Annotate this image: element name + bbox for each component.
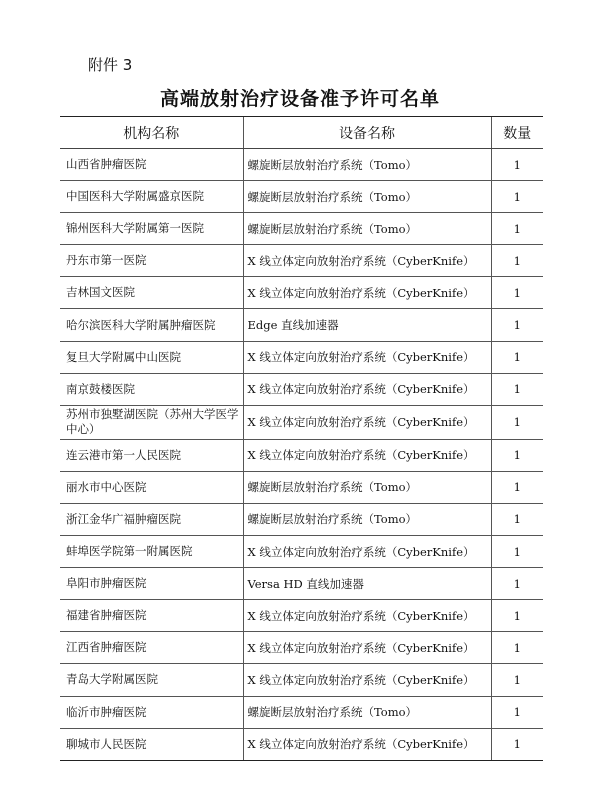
device-cell: X 线立体定向放射治疗系统（CyberKnife）: [243, 664, 491, 696]
device-cell: X 线立体定向放射治疗系统（CyberKnife）: [243, 405, 491, 439]
table-row: [60, 568, 543, 600]
device-cell: X 线立体定向放射治疗系统（CyberKnife）: [243, 439, 491, 471]
org-cell: 复旦大学附属中山医院: [60, 341, 243, 373]
device-cell: 螺旋断层放射治疗系统（Tomo）: [243, 696, 491, 728]
qty-cell: 1: [491, 341, 543, 373]
table-row: [60, 341, 543, 373]
org-cell: 南京鼓楼医院: [60, 373, 243, 405]
qty-cell: 1: [491, 277, 543, 309]
org-cell: 丽水市中心医院: [60, 471, 243, 503]
table-row: [60, 181, 543, 213]
qty-cell: 1: [491, 568, 543, 600]
org-cell: 浙江金华广福肿瘤医院: [60, 503, 243, 535]
qty-cell: 1: [491, 309, 543, 341]
qty-cell: 1: [491, 439, 543, 471]
device-cell: X 线立体定向放射治疗系统（CyberKnife）: [243, 536, 491, 568]
qty-cell: 1: [491, 405, 543, 439]
device-cell: X 线立体定向放射治疗系统（CyberKnife）: [243, 277, 491, 309]
table-row: [60, 245, 543, 277]
device-cell: X 线立体定向放射治疗系统（CyberKnife）: [243, 373, 491, 405]
table-row: [60, 149, 543, 181]
qty-cell: 1: [491, 632, 543, 664]
table-row: [60, 277, 543, 309]
org-cell: 福建省肿瘤医院: [60, 600, 243, 632]
table-row: [60, 405, 543, 439]
qty-cell: 1: [491, 696, 543, 728]
org-cell: 苏州市独墅湖医院（苏州大学医学中心）: [60, 405, 243, 439]
org-cell: 聊城市人民医院: [60, 728, 243, 760]
device-cell: 螺旋断层放射治疗系统（Tomo）: [243, 181, 491, 213]
qty-cell: 1: [491, 664, 543, 696]
table-header-row: [60, 117, 543, 149]
device-cell: 螺旋断层放射治疗系统（Tomo）: [243, 213, 491, 245]
qty-cell: 1: [491, 373, 543, 405]
table-row: [60, 728, 543, 760]
table-row: [60, 664, 543, 696]
header-qty: 数量: [491, 117, 543, 149]
device-cell: 螺旋断层放射治疗系统（Tomo）: [243, 471, 491, 503]
license-table: [60, 116, 543, 761]
document-title: 高端放射治疗设备准予许可名单: [159, 88, 440, 110]
device-cell: Edge 直线加速器: [243, 309, 491, 341]
org-cell: 哈尔滨医科大学附属肿瘤医院: [60, 309, 243, 341]
org-cell: 丹东市第一医院: [60, 245, 243, 277]
header-device: 设备名称: [243, 117, 491, 149]
org-cell: 山西省肿瘤医院: [66, 157, 147, 172]
qty-cell: 1: [491, 471, 543, 503]
table-row: [60, 600, 543, 632]
table-row: [60, 213, 543, 245]
org-cell: 江西省肿瘤医院: [60, 632, 243, 664]
table-row: [60, 503, 543, 535]
org-cell: 连云港市第一人民医院: [60, 439, 243, 471]
qty-cell: 1: [491, 600, 543, 632]
org-cell: 阜阳市肿瘤医院: [60, 568, 243, 600]
org-cell: 中国医科大学附属盛京医院: [60, 181, 243, 213]
header-org: 机构名称: [60, 117, 243, 149]
device-cell: X 线立体定向放射治疗系统（CyberKnife）: [243, 728, 491, 760]
device-cell: X 线立体定向放射治疗系统（CyberKnife）: [243, 632, 491, 664]
qty-cell: 1: [491, 181, 543, 213]
org-cell: 锦州医科大学附属第一医院: [60, 213, 243, 245]
org-cell: 蚌埠医学院第一附属医院: [60, 536, 243, 568]
org-cell: 临沂市肿瘤医院: [60, 696, 243, 728]
device-cell: 螺旋断层放射治疗系统（Tomo）: [243, 503, 491, 535]
qty-cell: 1: [491, 213, 543, 245]
qty-cell: 1: [491, 245, 543, 277]
table-row: [60, 373, 543, 405]
org-cell: 青岛大学附属医院: [60, 664, 243, 696]
table-row: [60, 309, 543, 341]
table-row: [60, 536, 543, 568]
qty-cell: 1: [491, 503, 543, 535]
qty-cell: 1: [491, 149, 543, 181]
table-row: [60, 439, 543, 471]
device-cell: 螺旋断层放射治疗系统（Tomo）: [243, 149, 491, 181]
table-row: [60, 471, 543, 503]
device-cell: X 线立体定向放射治疗系统（CyberKnife）: [243, 245, 491, 277]
org-cell: 吉林国文医院: [60, 277, 243, 309]
device-cell: Versa HD 直线加速器: [243, 568, 491, 600]
table-row: [60, 696, 543, 728]
qty-cell: 1: [491, 728, 543, 760]
table-row: [60, 632, 543, 664]
qty-cell: 1: [491, 536, 543, 568]
device-cell: X 线立体定向放射治疗系统（CyberKnife）: [243, 341, 491, 373]
attachment-label: 附件 3: [88, 56, 133, 74]
device-cell: X 线立体定向放射治疗系统（CyberKnife）: [243, 600, 491, 632]
